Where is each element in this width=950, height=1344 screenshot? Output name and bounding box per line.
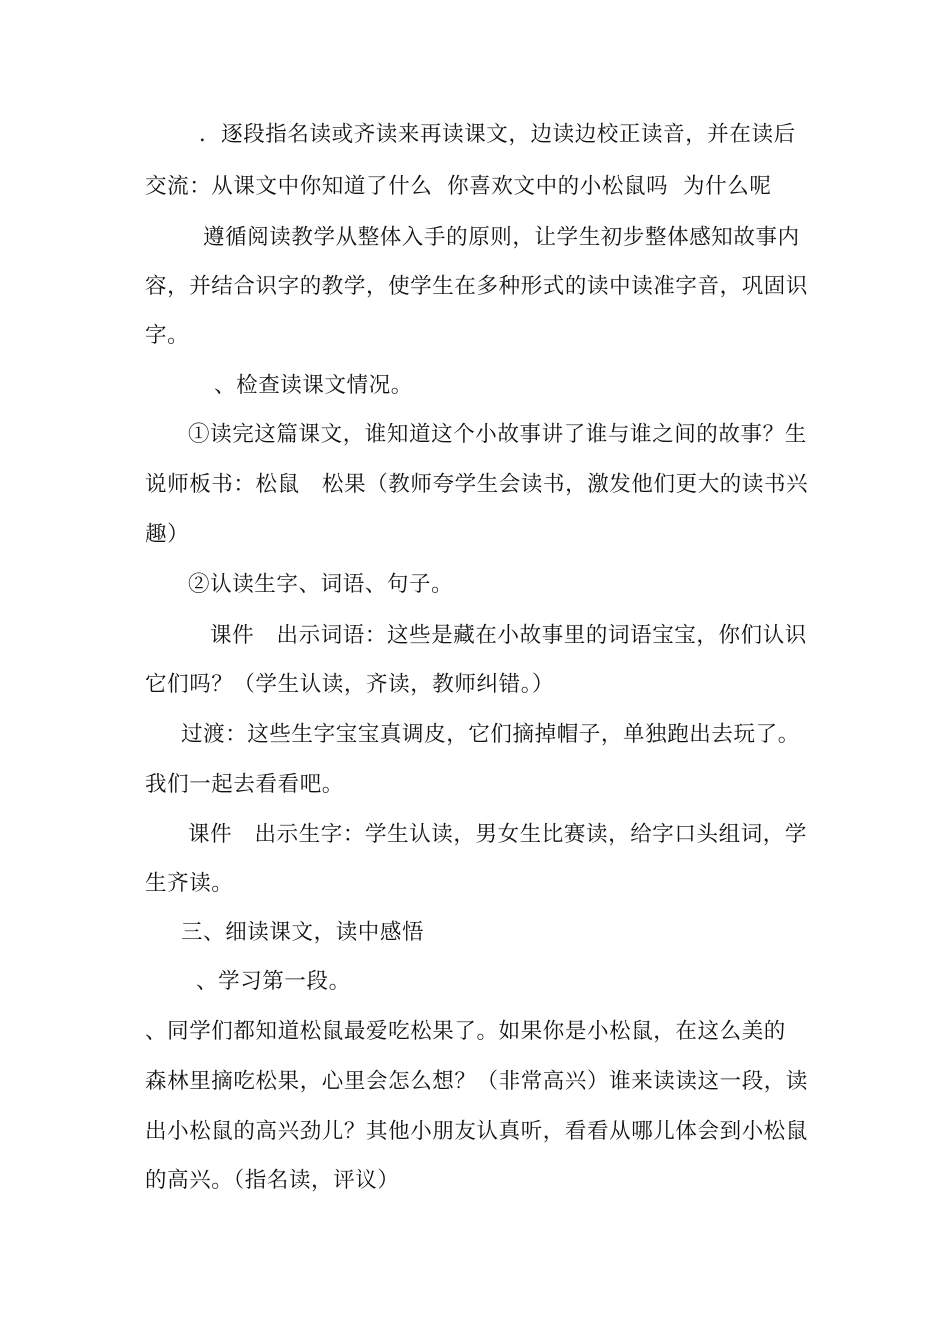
text-line: ．逐段指名读或齐读来再读课文，边读边校正读音，并在读后 <box>199 122 796 147</box>
text-line: 过渡：这些生字宝宝真调皮，它们摘掉帽子，单独跑出去玩了。 <box>181 722 800 747</box>
text-line: 遵循阅读教学从整体入手的原则，让学生初步整体感知故事内 <box>203 225 800 250</box>
section-heading: 、检查读课文情况。 <box>214 373 413 398</box>
text-line: 生齐读。 <box>145 871 234 896</box>
text-line: 交流：从课文中你知道了什么 你喜欢文中的小松鼠吗 为什么呢 <box>145 174 772 199</box>
text-line: ②认读生字、词语、句子。 <box>188 572 454 597</box>
text-line: 它们吗？（学生认读，齐读，教师纠错。） <box>145 672 555 697</box>
text-line: 容，并结合识字的教学，使学生在多种形式的读中读准字音，巩固识 <box>145 274 809 299</box>
text-line: 课件 出示生字：学生认读，男女生比赛读，给字口头组词，学 <box>188 822 808 847</box>
text-line: 趣） <box>145 522 190 547</box>
text-line: 字。 <box>145 323 190 348</box>
text-line: 、同学们都知道松鼠最爱吃松果了。如果你是小松鼠，在这么美的 <box>145 1019 786 1044</box>
text-line: 说师板书：松鼠 松果（教师夸学生会读书，激发他们更大的读书兴 <box>145 472 809 497</box>
text-line: 森林里摘吃松果，心里会怎么想？（非常高兴）谁来读读这一段，读 <box>145 1069 809 1094</box>
text-line: 出小松鼠的高兴劲儿？其他小朋友认真听，看看从哪儿体会到小松鼠 <box>145 1119 809 1144</box>
section-heading: 三、细读课文，读中感悟 <box>181 920 425 945</box>
section-heading: 、学习第一段。 <box>196 969 351 994</box>
text-line: 的高兴。（指名读，评议） <box>145 1168 400 1193</box>
text-line: ①读完这篇课文，谁知道这个小故事讲了谁与谁之间的故事？生 <box>188 422 807 447</box>
text-line: 我们一起去看看吧。 <box>145 772 344 797</box>
text-line: 课件 出示词语：这些是藏在小故事里的词语宝宝，你们认识 <box>210 623 807 648</box>
